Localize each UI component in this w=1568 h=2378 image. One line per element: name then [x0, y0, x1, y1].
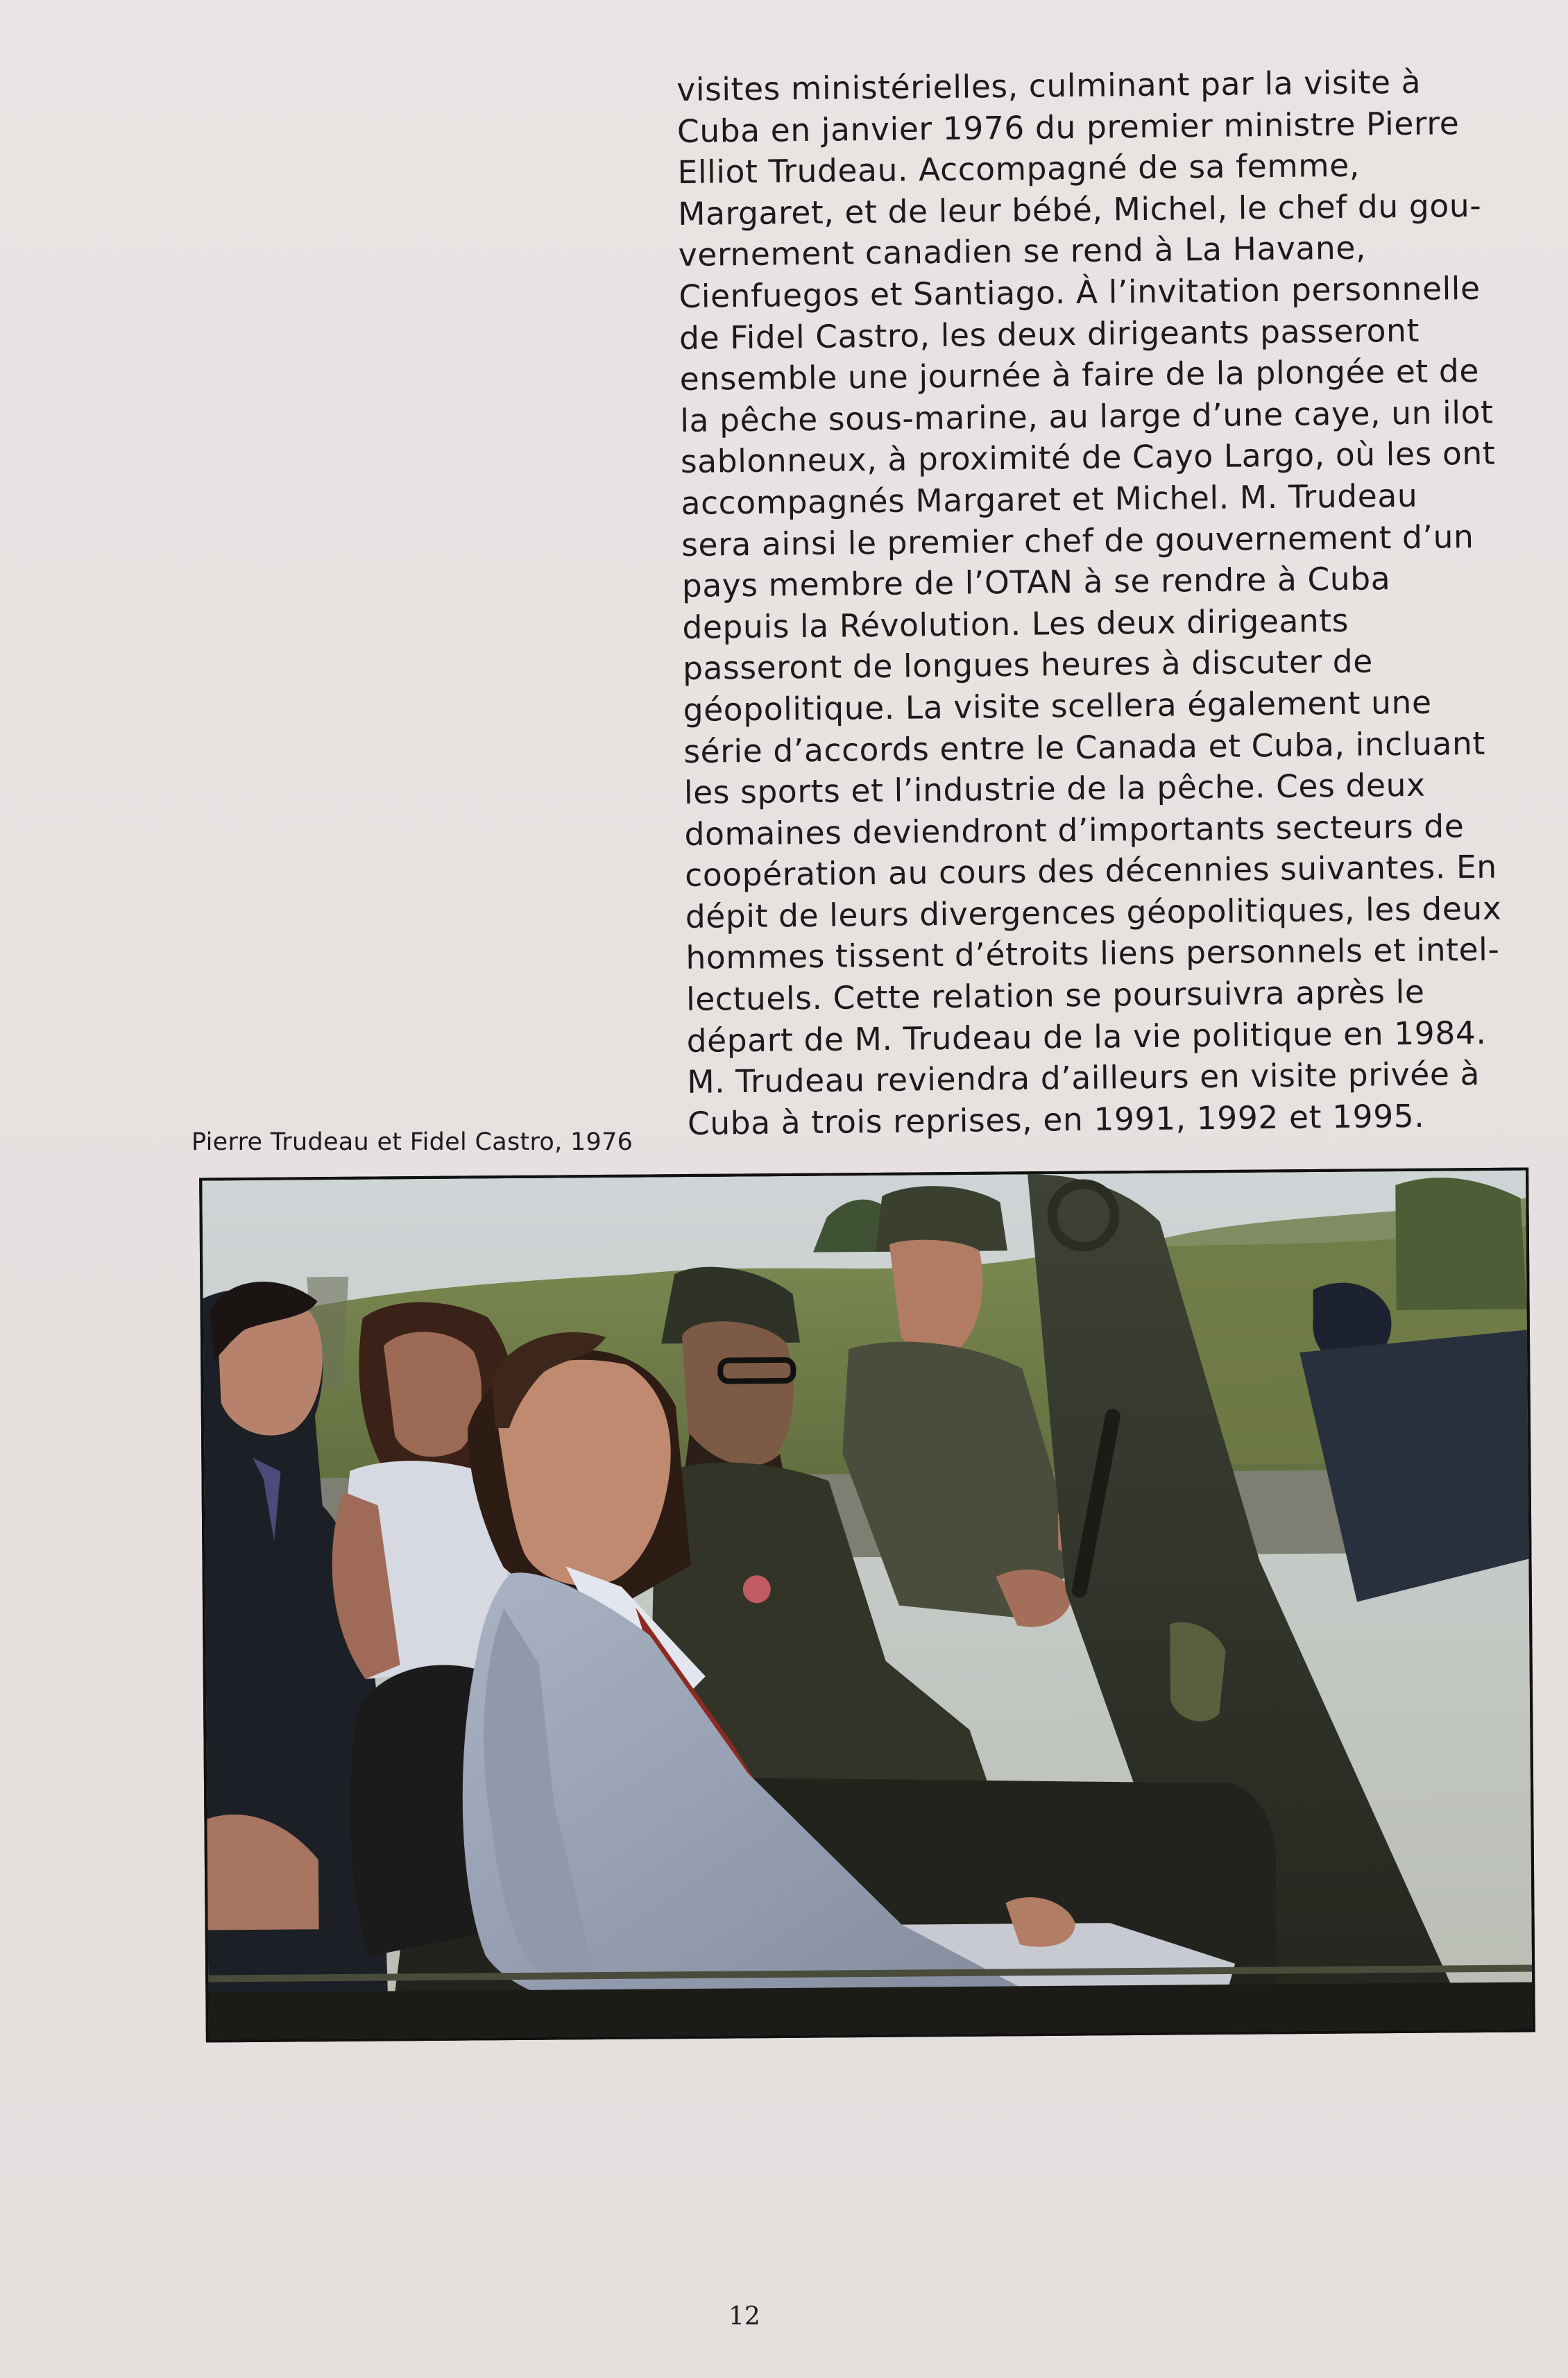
- text-line: la pêche sous-marine, au large d’une caye, un ilot: [680, 393, 1494, 439]
- text-line: M. Trudeau reviendra d’ailleurs en visite privée à: [687, 1055, 1481, 1101]
- text-line: sera ainsi le premier chef de gouvernement d’un: [681, 518, 1474, 563]
- text-line: pays membre de l’OTAN à se rendre à Cuba: [681, 560, 1391, 605]
- text-line: hommes tissent d’étroits liens personnels et intel-: [685, 931, 1500, 977]
- text-line: lectuels. Cette relation se poursuivra après le: [685, 973, 1425, 1018]
- text-line: domaines deviendront d’importants secteurs de: [684, 807, 1465, 853]
- text-line: Margaret, et de leur bébé, Michel, le chef du gou-: [677, 187, 1482, 232]
- text-line: série d’accords entre le Canada et Cuba, incluant: [683, 724, 1486, 770]
- photograph-illustration: [202, 1171, 1533, 2040]
- text-line: sablonneux, à proximité de Cayo Largo, où les ont: [680, 435, 1496, 481]
- text-line: passeront de longues heures à discuter de: [682, 643, 1374, 688]
- text-line: ensemble une journée à faire de la plongée et de: [679, 353, 1480, 398]
- text-line: les sports et l’industrie de la pêche. Ces deux: [683, 766, 1426, 812]
- text-line: vernement canadien se rend à La Havane,: [678, 229, 1367, 274]
- text-line: coopération au cours des décennies suivantes. En: [684, 848, 1498, 894]
- text-line: Cuba en janvier 1976 du premier ministre Pierre: [676, 104, 1460, 150]
- text-line: de Fidel Castro, les deux dirigeants passeront: [679, 312, 1420, 357]
- text-line: départ de M. Trudeau de la vie politique en 1984.: [686, 1014, 1487, 1060]
- text-line: dépit de leurs divergences géopolitiques, les deux: [685, 890, 1502, 935]
- text-line: géopolitique. La visite scellera également une: [683, 683, 1432, 729]
- text-line: accompagnés Margaret et Michel. M. Trudeau: [681, 477, 1418, 522]
- text-line: depuis la Révolution. Les deux dirigeants: [682, 602, 1349, 646]
- text-line: Cienfuegos et Santiago. À l’invitation personnelle: [679, 269, 1481, 315]
- body-text: [676, 60, 1548, 1144]
- photo-caption: Pierre Trudeau et Fidel Castro, 1976: [191, 1128, 633, 1156]
- text-line: Cuba à trois reprises, en 1991, 1992 et 1995.: [687, 1097, 1425, 1142]
- page-number: 12: [728, 2302, 760, 2331]
- photograph: [199, 1167, 1535, 2042]
- text-line: visites ministérielles, culminant par la visite à: [676, 63, 1422, 108]
- text-line: Elliot Trudeau. Accompagné de sa femme,: [677, 146, 1361, 192]
